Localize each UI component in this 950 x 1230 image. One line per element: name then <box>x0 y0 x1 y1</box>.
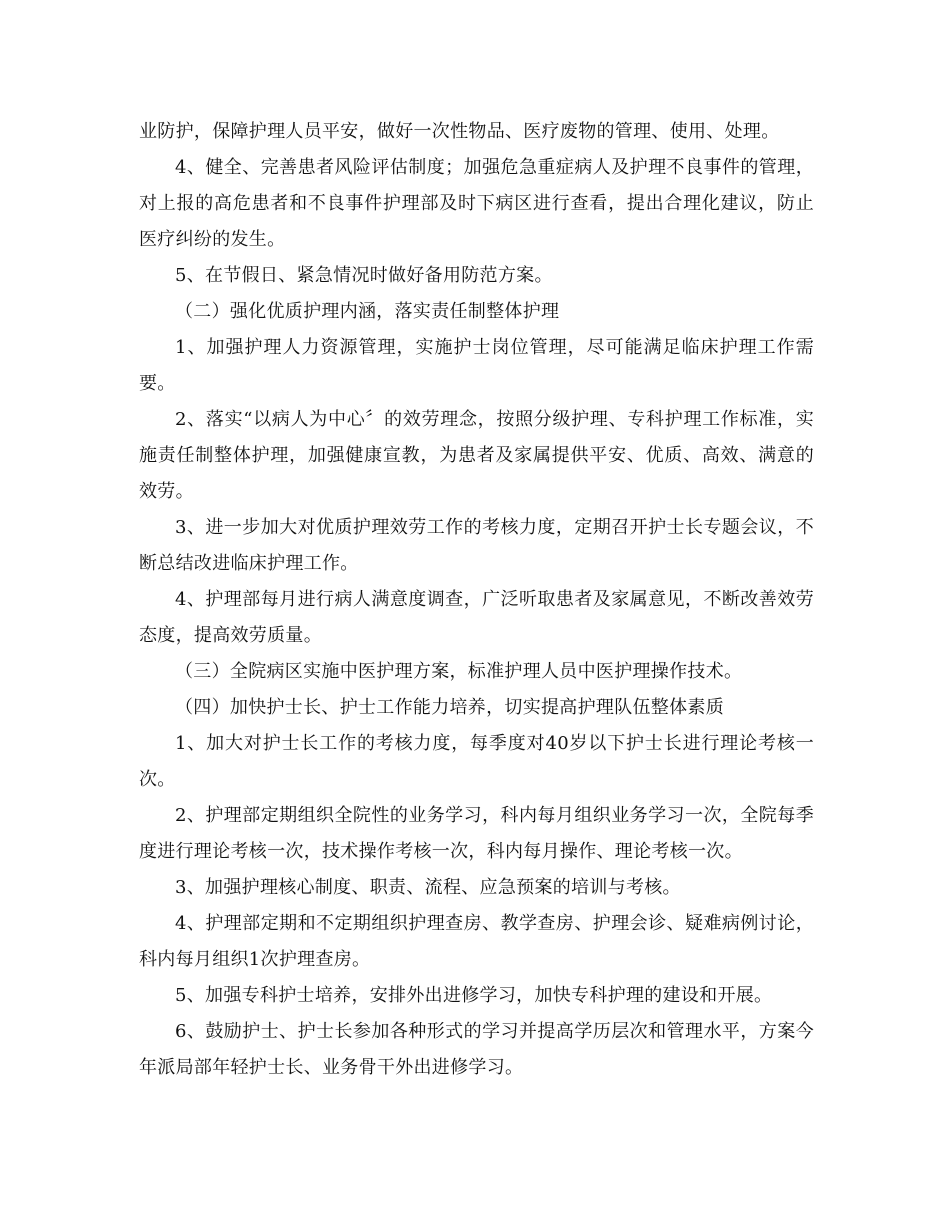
paragraph-item-5-holiday-plan: 5、在节假日、紧急情况时做好备用防范方案。 <box>175 265 553 286</box>
paragraph-item-4-ward-rounds: 4、护理部定期和不定期组织护理查房、教学查房、护理会诊、疑难病例讨论，科内每月组织1次护理查房。 <box>139 913 814 970</box>
paragraph-item-2-training: 2、护理部定期组织全院性的业务学习，科内每月组织业务学习一次，全院每季度进行理论考核一次，技术操作考核一次，科内每月操作、理论考核一次。 <box>139 805 814 862</box>
paragraph-item-5-specialist: 5、加强专科护士培养，安排外出进修学习，加快专科护理的建设和开展。 <box>175 985 773 1006</box>
paragraph-item-3-core-system: 3、加强护理核心制度、职责、流程、应急预案的培训与考核。 <box>175 877 681 898</box>
paragraph-item-6-education: 6、鼓励护士、护士长参加各种形式的学习并提高学历层次和管理水平，方案今年派局部年轻护士长、业务骨干外出进修学习。 <box>139 1021 814 1078</box>
section-heading-4: （四）加快护士长、护士工作能力培养，切实提高护理队伍整体素质 <box>175 697 724 718</box>
paragraph-item-1-head-nurse-assessment: 1、加大对护士长工作的考核力度，每季度对40岁以下护士长进行理论考核一次。 <box>139 733 814 790</box>
paragraph-item-1-hr-management: 1、加强护理人力资源管理，实施护士岗位管理，尽可能满足临床护理工作需要。 <box>139 337 814 394</box>
paragraph-item-3-assessment: 3、进一步加大对优质护理效劳工作的考核力度，定期召开护士长专题会议，不断总结改进临床护理工作。 <box>139 517 814 574</box>
paragraph-item-4-satisfaction: 4、护理部每月进行病人满意度调查，广泛听取患者及家属意见，不断改善效劳态度，提高效劳质量。 <box>139 589 814 646</box>
paragraph-item-2-patient-centered: 2、落实“以病人为中心〞的效劳理念，按照分级护理、专科护理工作标准，实施责任制整体护理，加强健康宣教，为患者及家属提供平安、优质、高效、满意的效劳。 <box>139 409 814 502</box>
paragraph-continuation: 业防护，保障护理人员平安，做好一次性物品、医疗废物的管理、使用、处理。 <box>139 121 780 142</box>
section-heading-3: （三）全院病区实施中医护理方案，标准护理人员中医护理操作技术。 <box>175 661 743 682</box>
document-body <box>139 114 814 1086</box>
section-heading-2: （二）强化优质护理内涵，落实责任制整体护理 <box>175 301 560 322</box>
paragraph-item-4-risk-assessment: 4、健全、完善患者风险评估制度；加强危急重症病人及护理不良事件的管理，对上报的高危患者和不良事件护理部及时下病区进行查看，提出合理化建议，防止医疗纠纷的发生。 <box>139 157 814 250</box>
